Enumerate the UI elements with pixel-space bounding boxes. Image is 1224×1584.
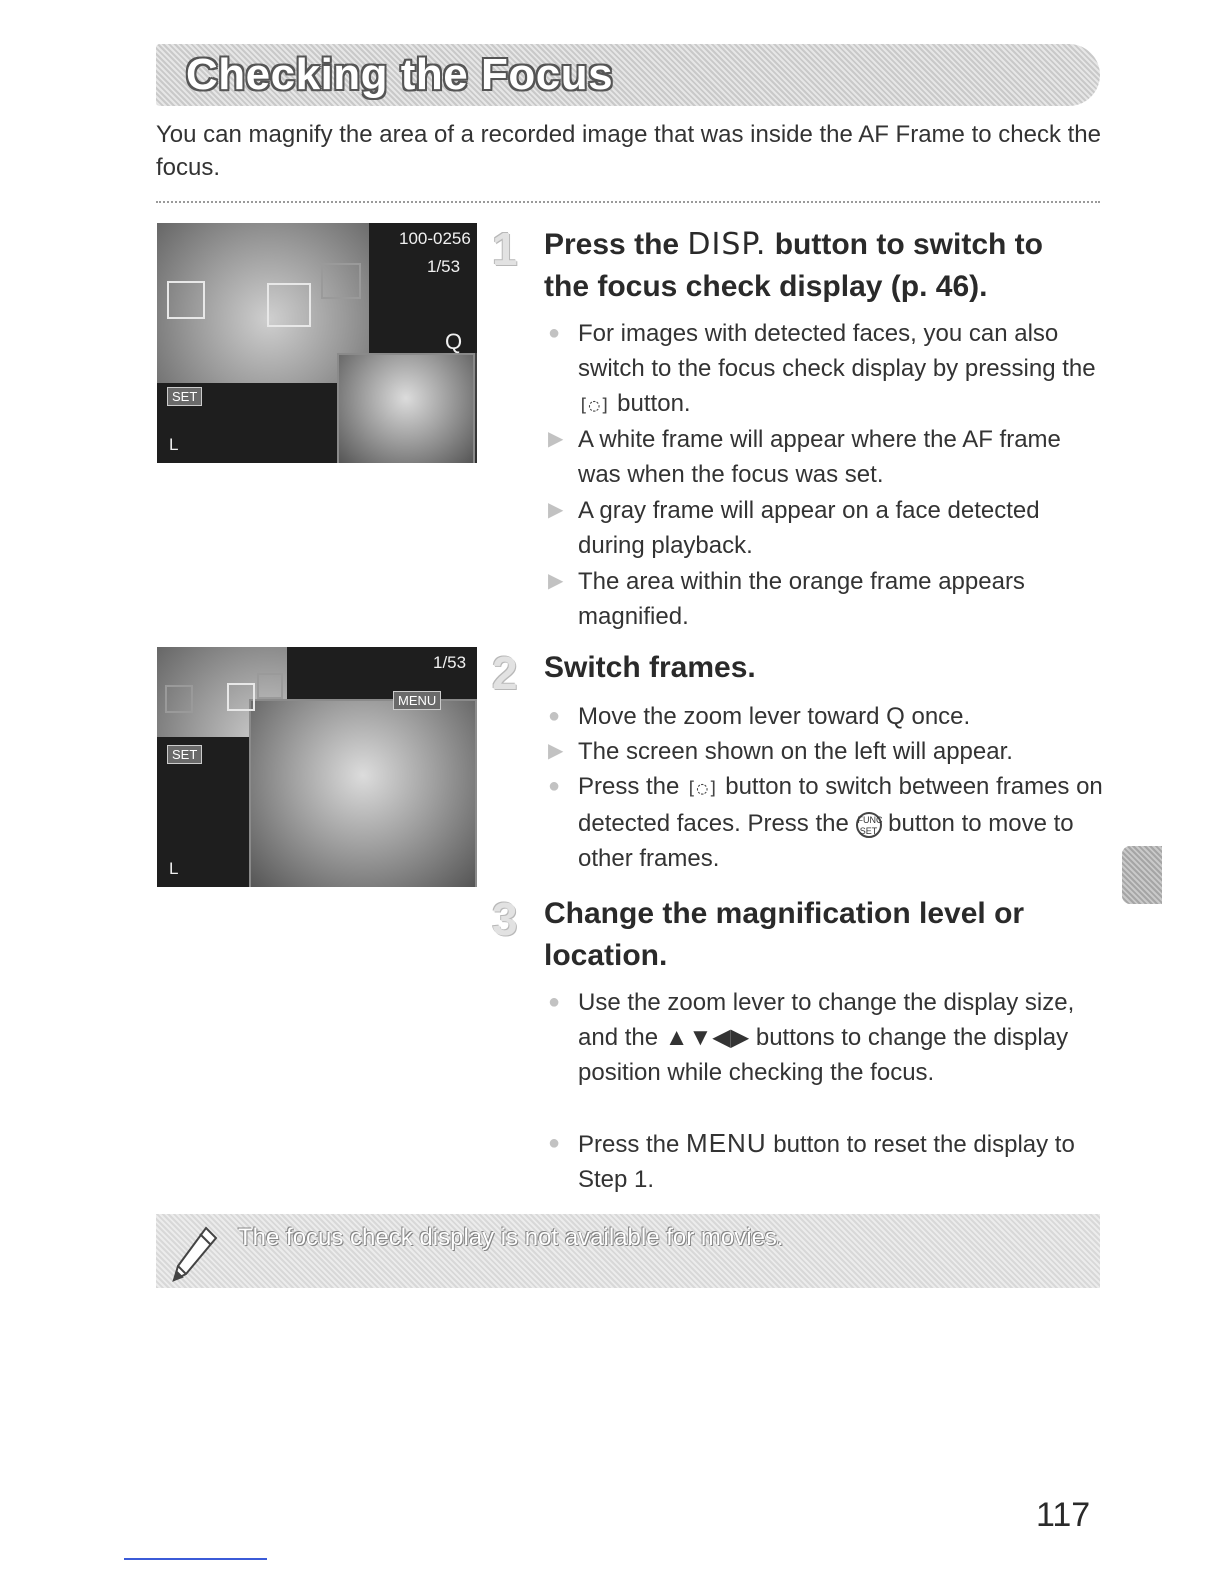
switch-frames-screen-image <box>157 647 477 887</box>
step-3-bullet-2: ● Press the MENU button to reset the display to Step 1. <box>548 1128 1075 1193</box>
divider <box>156 201 1100 203</box>
bullet-icon: ● <box>548 705 561 727</box>
arrow-bullet-icon: ▶ <box>548 740 564 762</box>
step-number-3: 3 <box>492 893 518 945</box>
step-2-bullet-3: ● Press the [◌] button to switch between frames on detected faces. Press the FUNC SET button to move to other frames. <box>548 769 1108 876</box>
step-number-2: 2 <box>492 647 518 699</box>
page-title: Checking the Focus <box>186 50 614 99</box>
step-1-bullet-2: ▶ A white frame will appear where the AF frame was when the focus was set. <box>548 422 1108 492</box>
face-select-button-icon: [◌] <box>686 778 719 799</box>
direction-buttons-icon: ▲▼◀▶ <box>664 1024 750 1051</box>
step-3-heading: Change the magnification level or location. <box>544 897 1025 972</box>
step-3-bullet-1: ● Use the zoom lever to change the display size, and the ▲▼◀▶ buttons to change the display position while checking the focus. <box>548 985 1108 1090</box>
arrow-bullet-icon: ▶ <box>548 428 564 450</box>
image-size-label: L <box>169 435 179 454</box>
set-badge: SET <box>167 387 202 406</box>
step-2-bullet-1: ● Move the zoom lever toward Q once. <box>548 699 1108 734</box>
note-box <box>156 1214 1100 1288</box>
frame-count: 1/53 <box>427 257 461 276</box>
frame-count: 1/53 <box>433 653 467 672</box>
chapter-tab <box>1122 846 1162 904</box>
bullet-icon: ● <box>548 322 561 344</box>
menu-badge: MENU <box>393 691 441 710</box>
step-1-bullet-4: ▶ The area within the orange frame appears magnified. <box>548 564 1108 634</box>
menu-button-label: MENU <box>686 1128 767 1158</box>
step-1-bullet-3: ▶ A gray frame will appear on a face detected during playback. <box>548 493 1108 563</box>
footer-line <box>124 1558 267 1560</box>
step-2-bullet-2: ▶ The screen shown on the left will appear. <box>548 734 1108 769</box>
title-banner <box>156 44 1100 106</box>
pencil-icon <box>168 1224 220 1286</box>
bullet-icon: ● <box>548 1132 561 1154</box>
step-number-1: 1 <box>492 223 518 275</box>
arrow-bullet-icon: ▶ <box>548 570 564 592</box>
step-1-heading: Press the DISP. button to switch to the focus check display (p. 46). <box>544 227 1043 303</box>
image-size-label: L <box>169 859 179 878</box>
arrow-bullet-icon: ▶ <box>548 499 564 521</box>
step-2-heading: Switch frames. <box>544 651 756 684</box>
disp-button-symbol: DISP. <box>687 227 767 262</box>
note-text: The focus check display is not available for movies. <box>238 1224 784 1251</box>
zoom-icon: Q <box>445 329 463 354</box>
func-set-button-icon: FUNC SET <box>856 812 882 838</box>
bullet-icon: ● <box>548 775 561 797</box>
file-number: 100-0256 <box>399 229 471 248</box>
focus-check-screen-image <box>157 223 477 463</box>
bullet-icon: ● <box>548 991 561 1013</box>
face-select-button-icon: [◌] <box>578 395 611 416</box>
intro-text: You can magnify the area of a recorded image that was inside the AF Frame to check the focus. <box>156 121 1101 181</box>
step-1-bullet-1: ● For images with detected faces, you can also switch to the focus check display by pressing the [◌] button. <box>548 316 1108 423</box>
page-number: 117 <box>1036 1496 1091 1534</box>
set-badge: SET <box>167 745 202 764</box>
zoom-icon: Q <box>886 703 905 730</box>
